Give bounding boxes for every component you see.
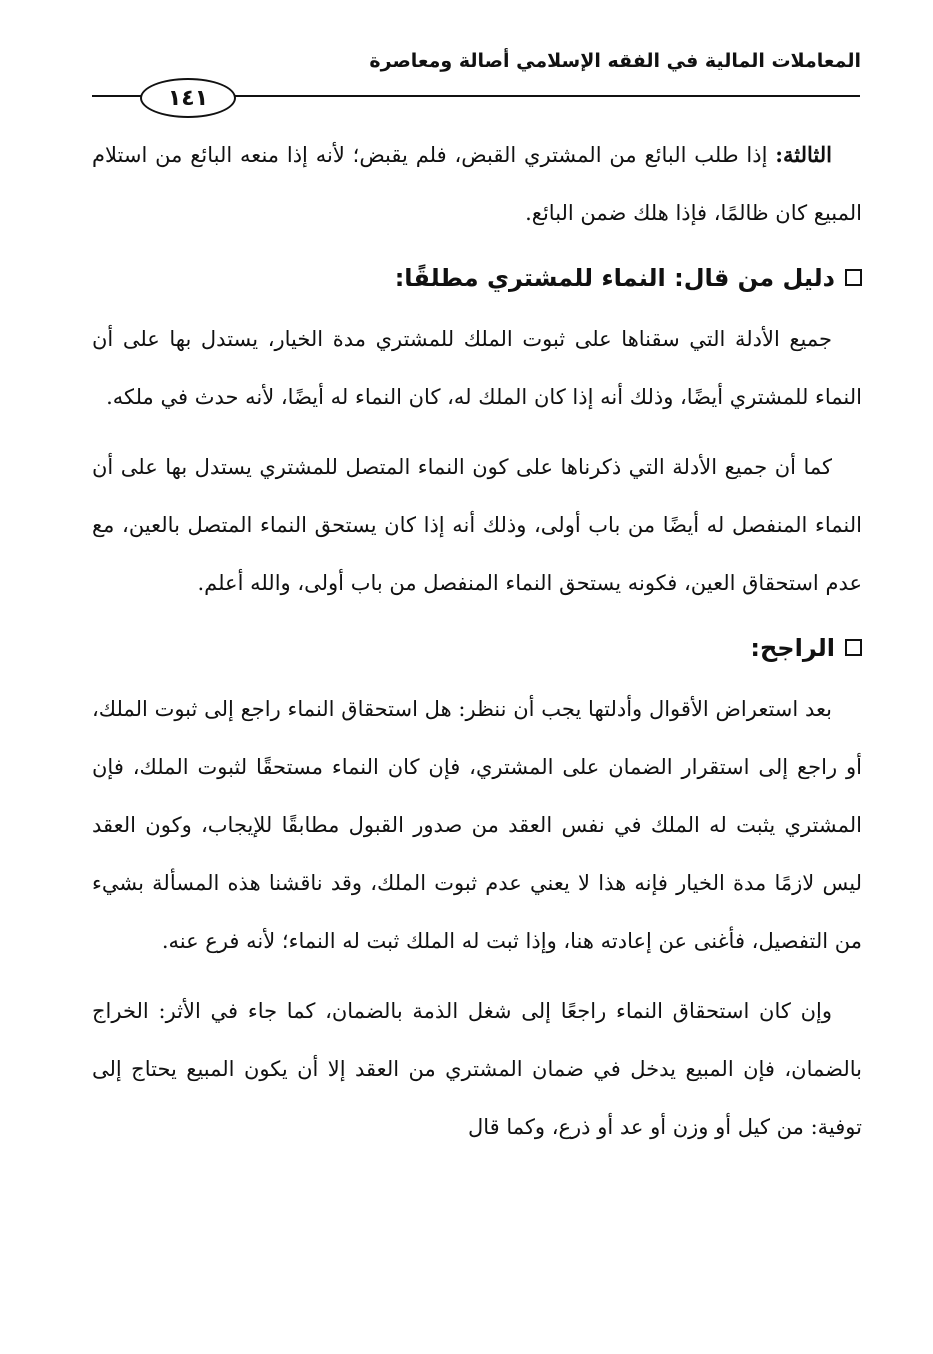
heading-text: دليل من قال: النماء للمشتري مطلقًا: [394, 264, 835, 292]
page-number: ١٤١ [140, 78, 236, 118]
paragraph-preferred-2: وإن كان استحقاق النماء راجعًا إلى شغل الذمة بالضمان، كما جاء في الأثر: الخراج بالضمان، فإن المبيع يدخل في ضمان المشتري من العقد إلا أن يكون المبيع يحتاج إلى توفية: من كيل أو وزن أو عد أو ذرع، وكما قال [92, 999, 862, 1139]
paragraph-third-point [92, 126, 862, 242]
section-heading-preferred [92, 620, 862, 676]
paragraph-evidence-2: كما أن جميع الأدلة التي ذكرناها على كون النماء المتصل للمشتري يستدل بها على أن النماء المنفصل له أيضًا من باب أولى، وذلك أنه إذا كان يستحق النماء المتصل بالعين، مع عدم استحقاق العين، فكونه يستحق النماء المنفصل من باب أولى، والله أعلم. [92, 455, 862, 595]
section-heading-evidence [92, 250, 862, 306]
checkbox-square-icon [845, 639, 862, 656]
paragraph-evidence-1: جميع الأدلة التي سقناها على ثبوت الملك للمشتري مدة الخيار، يستدل بها على أن النماء للمشتري أيضًا، وذلك أنه إذا كان الملك له، كان النماء له أيضًا، لأنه حدث في ملكه. [92, 327, 862, 409]
heading-text: الراجح: [750, 634, 835, 662]
paragraph-preferred-1: بعد استعراض الأقوال وأدلتها يجب أن ننظر: هل استحقاق النماء راجع إلى ثبوت الملك، أو راجع إلى استقرار الضمان على المشتري، فإن كان النماء مستحقًا لثبوت الملك، فإن المشتري يثبت له الملك في نفس العقد من صدور القبول مطابقًا للإيجاب، وكون العقد ليس لازمًا مدة الخيار فإنه هذا لا يعني عدم ثبوت الملك، وقد ناقشنا هذه المسألة بشيء من التفصيل، فأغنى عن إعادته هنا، وإذا ثبت له الملك ثبت له النماء؛ لأنه فرع عنه. [92, 697, 862, 953]
running-title: المعاملات المالية في الفقه الإسلامي أصالة ومعاصرة [369, 50, 861, 72]
checkbox-square-icon [845, 269, 862, 286]
paragraph-lead: الثالثة: [775, 142, 832, 167]
paragraph-text: إذا طلب البائع من المشتري القبض، فلم يقبض؛ لأنه إذا منعه البائع من استلام المبيع كان ظالمًا، فإذا هلك ضمن البائع. [92, 143, 862, 225]
page-body [92, 126, 862, 1156]
